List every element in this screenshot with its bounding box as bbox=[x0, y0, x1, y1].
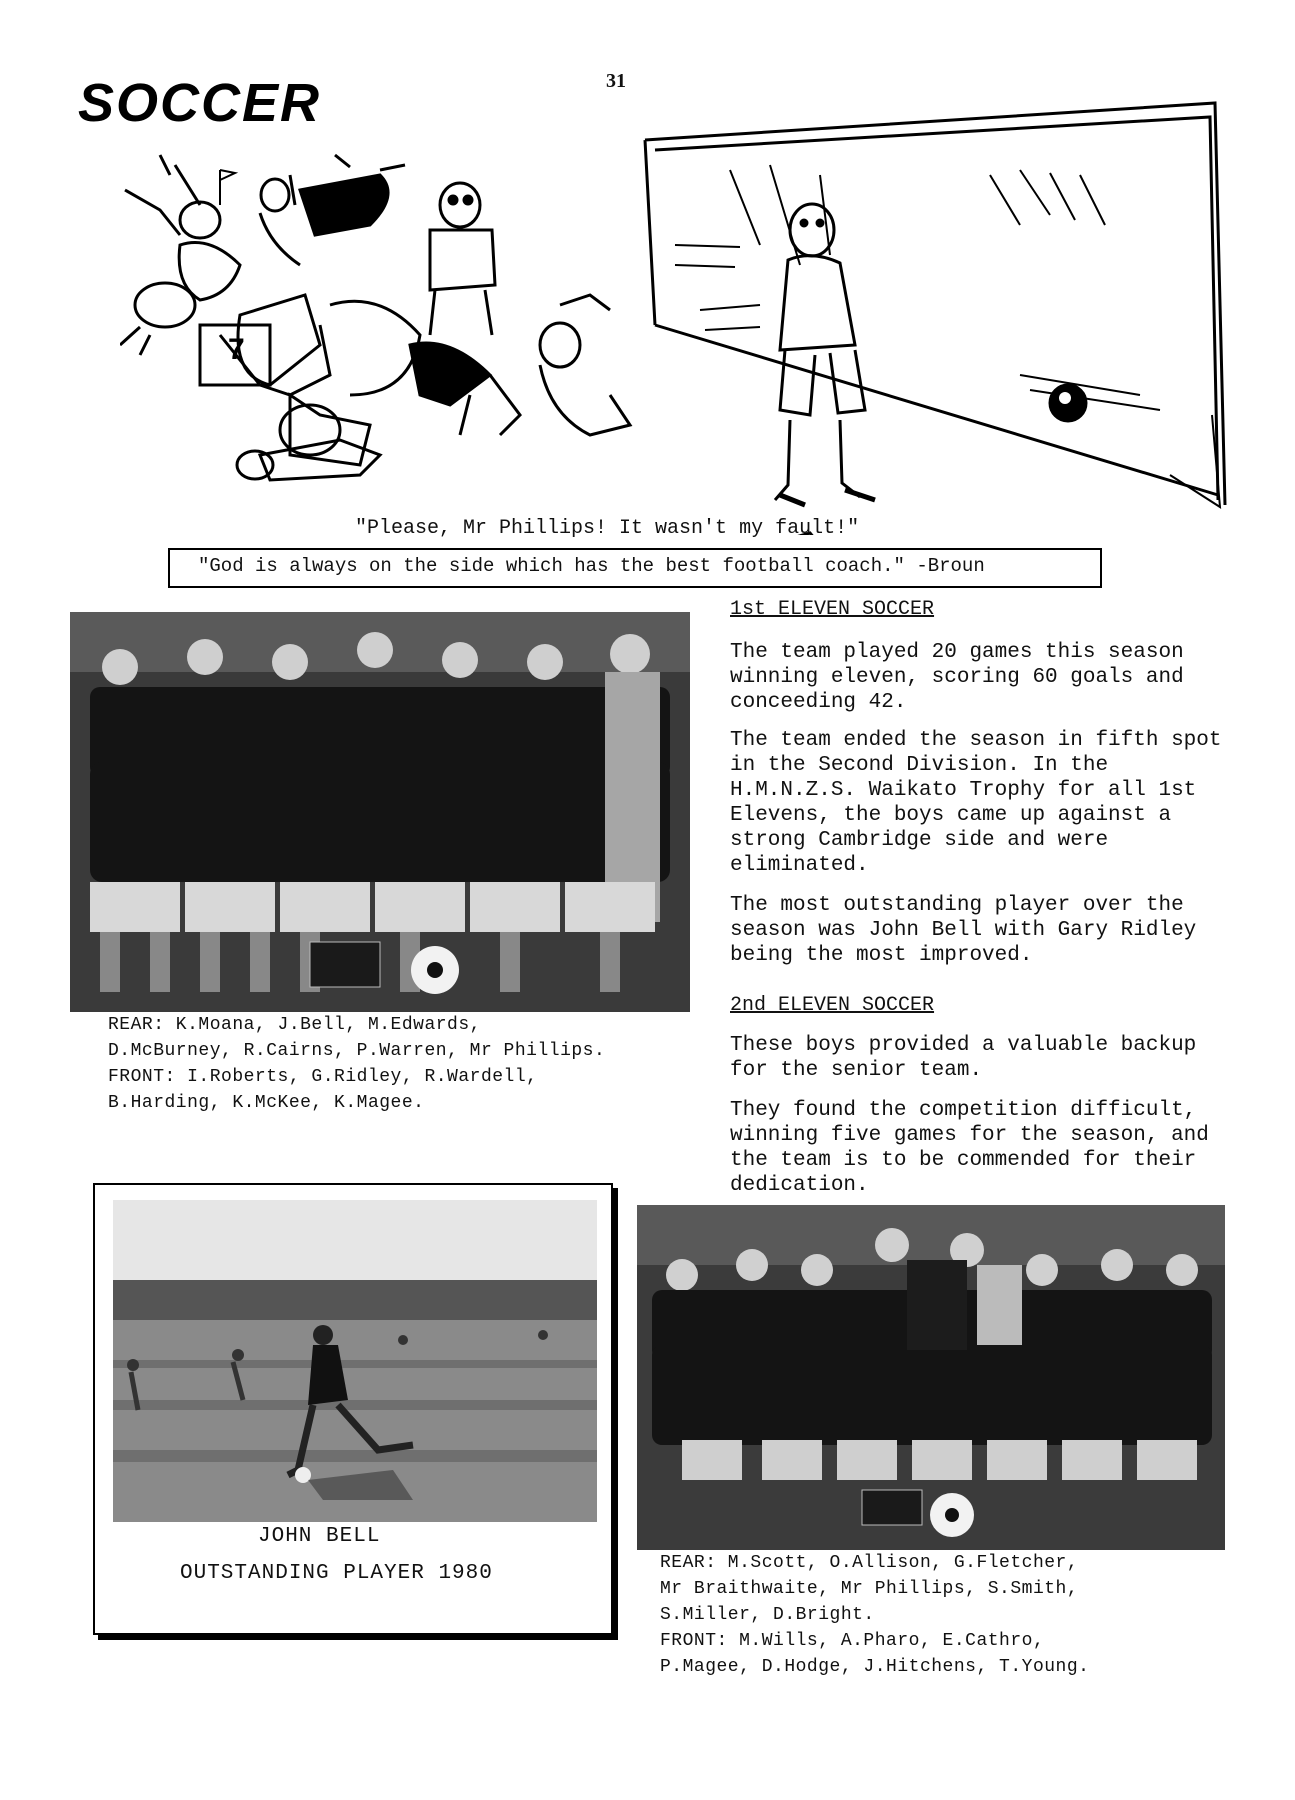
page-number: 31 bbox=[606, 70, 626, 92]
caption-line: REAR: K.Moana, J.Bell, M.Edwards, bbox=[108, 1015, 481, 1035]
first-eleven-paragraph: The team ended the season in fifth spot in the Second Division. In the H.M.N.Z.S. Waikato Trophy for all 1st Elevens, the boys came up against a strong Cambridge side and were eliminated. bbox=[730, 729, 1222, 877]
caption-line: Mr Braithwaite, Mr Phillips, S.Smith, bbox=[660, 1579, 1079, 1599]
caption-line: P.Magee, D.Hodge, J.Hitchens, T.Young. bbox=[660, 1657, 1090, 1677]
soccer-cartoon-illustration bbox=[120, 95, 1230, 535]
caption-line: B.Harding, K.McKee, K.Magee. bbox=[108, 1093, 425, 1113]
first-eleven-paragraph: The team played 20 games this season winning eleven, scoring 60 goals and conceeding 42. bbox=[730, 641, 1184, 714]
second-eleven-paragraph: These boys provided a valuable backup for the senior team. bbox=[730, 1034, 1197, 1082]
page-title: SOCCER bbox=[78, 73, 322, 133]
first-eleven-photo-caption bbox=[108, 1012, 605, 1116]
cartoon-caption: "Please, Mr Phillips! It wasn't my fault!" bbox=[355, 517, 860, 540]
first-eleven-paragraph: The most outstanding player over the season was John Bell with Gary Ridley being the most improved. bbox=[730, 894, 1197, 967]
quote-text: "God is always on the side which has the best football coach." -Broun bbox=[198, 555, 985, 577]
shirt-number: 7 bbox=[228, 333, 245, 366]
outstanding-player-photo bbox=[113, 1200, 597, 1522]
second-eleven-paragraph: They found the competition difficult, winning five games for the season, and the team is to be commended for their dedication. bbox=[730, 1099, 1209, 1197]
caption-line: S.Miller, D.Bright. bbox=[660, 1605, 875, 1625]
outstanding-player-name: JOHN BELL bbox=[258, 1525, 381, 1548]
second-eleven-team-photo bbox=[637, 1205, 1225, 1550]
caption-line: FRONT: M.Wills, A.Pharo, E.Cathro, bbox=[660, 1631, 1045, 1651]
caption-line: D.McBurney, R.Cairns, P.Warren, Mr Phillips. bbox=[108, 1041, 606, 1061]
outstanding-player-title: OUTSTANDING PLAYER 1980 bbox=[180, 1562, 493, 1585]
second-eleven-heading: 2nd ELEVEN SOCCER bbox=[730, 994, 935, 1017]
caption-line: FRONT: I.Roberts, G.Ridley, R.Wardell, bbox=[108, 1067, 538, 1087]
first-eleven-team-photo bbox=[70, 612, 690, 1012]
caption-line: REAR: M.Scott, O.Allison, G.Fletcher, bbox=[660, 1553, 1079, 1573]
first-eleven-heading: 1st ELEVEN SOCCER bbox=[730, 598, 935, 621]
second-eleven-photo-caption bbox=[660, 1550, 1089, 1680]
